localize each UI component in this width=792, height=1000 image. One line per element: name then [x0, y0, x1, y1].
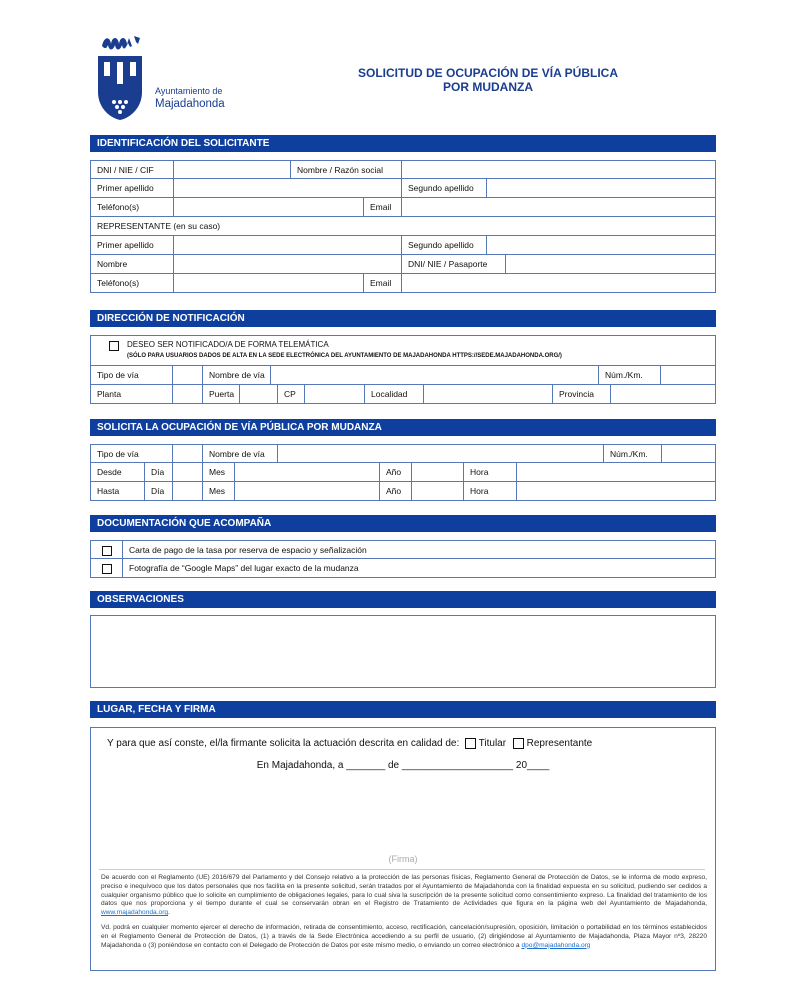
row-rep-nombre	[90, 255, 716, 274]
row-rep-apellidos	[90, 236, 716, 255]
label-dni: DNI / NIE / CIF	[91, 161, 174, 178]
input-rep-primer-apellido[interactable]	[174, 236, 402, 254]
input-desde-mes[interactable]	[235, 463, 380, 481]
telematica-note: (SÓLO PARA USUARIOS DADOS DE ALTA EN LA SEDE ELECTRÓNICA DEL AYUNTAMIENTO DE MAJADAHONDA HTTPS://SEDE.MAJADAHONDA.ORG/)	[127, 353, 562, 359]
label-email: Email	[364, 198, 402, 216]
input-cp[interactable]	[305, 385, 365, 403]
label-primer-apellido: Primer apellido	[91, 179, 174, 197]
input-dni[interactable]	[174, 161, 291, 178]
row-rep-telefono	[90, 274, 716, 293]
label-segundo-apellido: Segundo apellido	[402, 179, 487, 197]
row-telefono	[90, 198, 716, 217]
input-rep-telefono[interactable]	[174, 274, 364, 292]
checkbox-fotografia[interactable]	[102, 564, 112, 574]
checkbox-representante[interactable]	[513, 738, 524, 749]
observaciones-textarea[interactable]	[90, 615, 716, 688]
label-telefono: Teléfono(s)	[91, 198, 174, 216]
input-notif-tipo-via[interactable]	[173, 366, 203, 384]
input-rep-nombre[interactable]	[174, 255, 402, 273]
label-carta-pago: Carta de pago de la tasa por reserva de espacio y señalización	[129, 545, 367, 555]
label-notif-tipo-via: Tipo de vía	[91, 366, 173, 384]
input-desde-hora[interactable]	[517, 463, 715, 481]
row-dni	[90, 160, 716, 179]
label-ocup-num: Núm./Km.	[604, 445, 662, 462]
input-hasta-mes[interactable]	[235, 482, 380, 500]
majadahonda-logo-icon	[96, 32, 144, 122]
doc-1-checkbox-cell	[91, 541, 123, 558]
input-rep-segundo-apellido[interactable]	[487, 236, 715, 254]
label-rep-primer-apellido: Primer apellido	[91, 236, 174, 254]
section-documentacion-heading: DOCUMENTACIÓN QUE ACOMPAÑA	[90, 515, 716, 532]
telematica-box	[90, 335, 716, 366]
label-notif-nombre-via: Nombre de vía	[203, 366, 271, 384]
telematica-label: DESEO SER NOTIFICADO/A DE FORMA TELEMÁTICA	[127, 340, 329, 349]
row-doc-2	[90, 559, 716, 578]
firma-conste-text: Y para que así conste, el/la firmante solicita la actuación descrita en calidad de:	[107, 738, 460, 750]
label-representante-firma: Representante	[526, 738, 593, 750]
label-hasta-mes: Mes	[203, 482, 235, 500]
label-notif-num: Núm./Km.	[599, 366, 661, 384]
input-hasta-hora[interactable]	[517, 482, 715, 500]
legal-text-1: De acuerdo con el Reglamento (UE) 2016/679 del Parlamento y del Consejo relativo a la protección de las personas físicas, Reglamento General de Protección de Datos, se le informa de modo expreso, preciso e inequívoco que los datos personales que nos facilita en la presente solicitud, serán tratados por el Ayuntamiento de Majadahonda con la finalidad expuesta en su solicitud, pudiendo ser cedidos a cualquier organismo público que lo solicite en cumplimiento de obligaciones legales, para lo cual siva la suscripción de la presente solicitud como consentimiento expreso. La finalidad del tratamiento de los datos que nos proporciona y el tiempo durante el cual se conservarán obran en el Registro de Tratamiento de Actividades que figura en la página web del Ayuntamiento de Majadahonda,	[101, 874, 707, 908]
label-desde-dia: Día	[145, 463, 173, 481]
label-hasta-anio: Año	[380, 482, 412, 500]
label-cp: CP	[278, 385, 305, 403]
legal-text-2: Vd. podrá en cualquier momento ejercer el derecho de información, retirada de consentimiento, acceso, rectificación, cancelación/supresión, oposición, limitación o portabilidad en los términos establecidos en el Reglamento General de Protección de Datos, (1) a través de la Sede Electrónica accediendo a su perfil de usuario, (2) dirigiéndose al Ayuntamiento de Majadahonda, Plaza Mayor nº3, 28220 Majadahonda o (3) poniéndose en contacto con el Delegado de Protección de Datos por este mismo medio, o enviando un correo electrónico a	[101, 924, 707, 949]
firma-box	[90, 727, 716, 971]
label-desde: Desde	[91, 463, 145, 481]
input-hasta-dia[interactable]	[173, 482, 203, 500]
logo-text-ayuntamiento: Ayuntamiento de	[155, 86, 223, 96]
label-ocup-nombre-via: Nombre de vía	[203, 445, 278, 462]
input-nombre-razon[interactable]	[402, 161, 715, 178]
link-majadahonda[interactable]: www.majadahonda.org	[101, 909, 169, 917]
row-notif-via	[90, 366, 716, 385]
label-desde-anio: Año	[380, 463, 412, 481]
label-rep-telefono: Teléfono(s)	[91, 274, 174, 292]
label-fotografia: Fotografía de “Google Maps” del lugar exacto de la mudanza	[129, 563, 359, 573]
checkbox-telematica[interactable]	[109, 341, 119, 351]
input-email[interactable]	[402, 198, 715, 216]
label-hasta-hora: Hora	[464, 482, 517, 500]
firma-divider	[99, 869, 705, 870]
label-hasta-dia: Día	[145, 482, 173, 500]
input-ocup-nombre-via[interactable]	[278, 445, 604, 462]
input-puerta[interactable]	[240, 385, 278, 403]
input-hasta-anio[interactable]	[412, 482, 464, 500]
label-titular: Titular	[478, 738, 507, 750]
section-identificacion-heading: IDENTIFICACIÓN DEL SOLICITANTE	[90, 135, 716, 152]
legal-paragraph-1: De acuerdo con el Reglamento (UE) 2016/679 del Parlamento y del Consejo relativo a la protección de las personas físicas, Reglamento General de Protección de Datos, se le informa de modo expreso, preciso e inequívoco que los datos personales que nos facilita en la presente solicitud, serán tratados por el Ayuntamiento de Majadahonda con la finalidad expuesta en su solicitud, pudiendo ser cedidos a cualquier organismo público que lo solicite en cumplimiento de obligaciones legales, para lo cual siva la suscripción de la presente solicitud como consentimiento expreso. La finalidad del tratamiento de los datos que nos proporciona y el tiempo durante el cual se conservarán obran en el Registro de Tratamiento de Actividades que figura en la página web del Ayuntamiento de Majadahonda, www.majadahonda.org.	[101, 874, 707, 917]
label-rep-segundo-apellido: Segundo apellido	[402, 236, 487, 254]
firma-conste-line	[107, 738, 592, 749]
section-firma-heading: LUGAR, FECHA Y FIRMA	[90, 701, 716, 718]
input-desde-dia[interactable]	[173, 463, 203, 481]
label-ocup-tipo-via: Tipo de vía	[91, 445, 173, 462]
logo-text-majadahonda: Majadahonda	[155, 98, 225, 110]
firma-lugar-fecha: En Majadahonda, a _______ de ____________________ 20____	[256, 760, 550, 771]
input-rep-dni[interactable]	[506, 255, 715, 273]
input-localidad[interactable]	[424, 385, 553, 403]
label-rep-nombre: Nombre	[91, 255, 174, 273]
legal-paragraph-2	[101, 924, 707, 950]
section-ocupacion-heading: SOLICITA LA OCUPACIÓN DE VÍA PÚBLICA POR MUDANZA	[90, 419, 716, 436]
input-ocup-tipo-via[interactable]	[173, 445, 203, 462]
row-representante	[90, 217, 716, 236]
label-desde-mes: Mes	[203, 463, 235, 481]
link-dpo-email[interactable]: dpo@majadahonda.org	[521, 941, 591, 949]
label-planta: Planta	[91, 385, 173, 403]
row-hasta	[90, 482, 716, 501]
section-observaciones-heading: OBSERVACIONES	[90, 591, 716, 608]
label-hasta: Hasta	[91, 482, 145, 500]
input-notif-nombre-via[interactable]	[271, 366, 599, 384]
label-puerta: Puerta	[203, 385, 240, 403]
label-desde-hora: Hora	[464, 463, 517, 481]
row-desde	[90, 463, 716, 482]
input-ocup-num[interactable]	[662, 445, 715, 462]
page-subtitle: POR MUDANZA	[443, 80, 533, 94]
input-segundo-apellido[interactable]	[487, 179, 715, 197]
input-primer-apellido[interactable]	[174, 179, 402, 197]
label-rep-dni: DNI/ NIE / Pasaporte	[402, 255, 506, 273]
input-provincia[interactable]	[611, 385, 715, 403]
row-ocup-via	[90, 444, 716, 463]
input-notif-num[interactable]	[661, 366, 715, 384]
checkbox-titular[interactable]	[465, 738, 476, 749]
label-rep-email: Email	[364, 274, 402, 292]
input-planta[interactable]	[173, 385, 203, 403]
checkbox-carta-pago[interactable]	[102, 546, 112, 556]
label-nombre-razon: Nombre / Razón social	[291, 161, 402, 178]
row-doc-1	[90, 540, 716, 559]
label-provincia: Provincia	[553, 385, 611, 403]
label-representante: REPRESENTANTE (en su caso)	[97, 221, 221, 231]
section-notificacion-heading: DIRECCIÓN DE NOTIFICACIÓN	[90, 310, 716, 327]
page-title: SOLICITUD DE OCUPACIÓN DE VÍA PÚBLICA	[357, 66, 618, 80]
row-notif-planta	[90, 385, 716, 404]
row-apellidos	[90, 179, 716, 198]
input-rep-email[interactable]	[402, 274, 715, 292]
input-desde-anio[interactable]	[412, 463, 464, 481]
doc-2-checkbox-cell	[91, 559, 123, 577]
firma-label: (Firma)	[388, 854, 418, 864]
input-telefono[interactable]	[174, 198, 364, 216]
label-localidad: Localidad	[365, 385, 424, 403]
